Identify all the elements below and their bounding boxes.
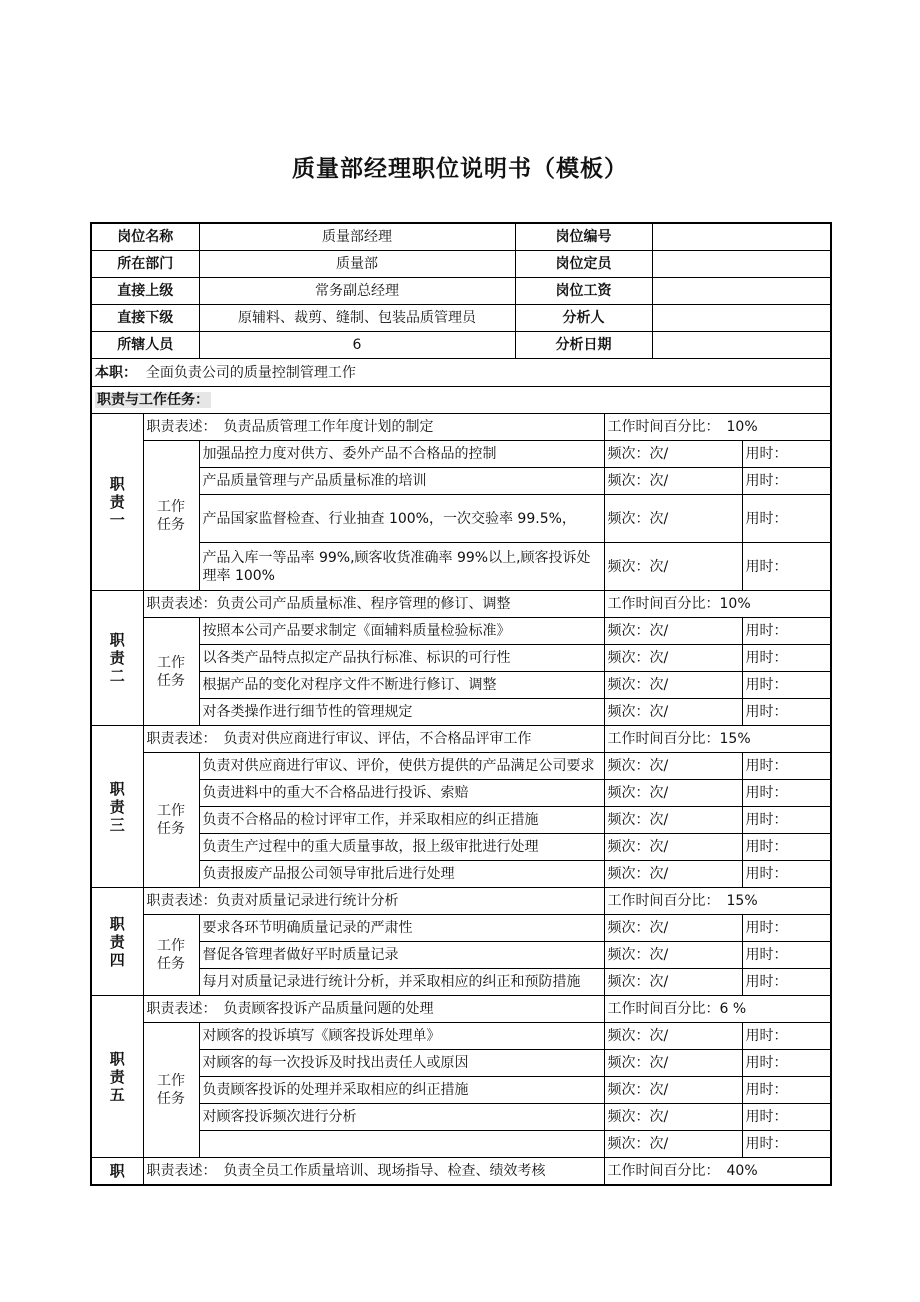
task-text: 产品质量管理与产品质量标准的培训	[199, 468, 604, 495]
responsibility-name-char: 职	[109, 631, 125, 649]
info-value	[652, 332, 831, 359]
responsibility-desc-row	[91, 996, 831, 1023]
duty-cell	[91, 359, 831, 387]
responsibility-desc-row	[91, 1158, 831, 1185]
responsibility-desc: 职责表述： 负责全员工作质量培训、现场指导、检查、绩效考核	[143, 1158, 604, 1185]
task-label-line: 任务	[157, 672, 185, 689]
info-row	[91, 223, 831, 251]
time-used-cell: 用时：	[742, 645, 831, 672]
work-time-percent: 工作时间百分比： 10%	[604, 414, 831, 441]
time-used-cell: 用时：	[742, 861, 831, 888]
task-row	[91, 915, 831, 942]
task-text: 负责报废产品报公司领导审批后进行处理	[199, 861, 604, 888]
task-text: 对各类操作进行细节性的管理规定	[199, 699, 604, 726]
task-row	[91, 807, 831, 834]
responsibility-name-char: 职	[109, 779, 125, 798]
task-text: 负责生产过程中的重大质量事故，报上级审批进行处理	[199, 834, 604, 861]
section-label: 职责与工作任务：	[97, 392, 209, 408]
frequency-cell: 频次：次/	[604, 1131, 742, 1158]
info-label: 岗位名称	[91, 223, 199, 251]
task-text: 负责进料中的重大不合格品进行投诉、索赔	[199, 780, 604, 807]
task-text: 对顾客的投诉填写《顾客投诉处理单》	[199, 1023, 604, 1050]
responsibility-name-char: 一	[109, 511, 125, 529]
responsibility-name-char: 职	[109, 914, 125, 933]
time-used-cell: 用时：	[742, 915, 831, 942]
time-used-cell: 用时：	[742, 699, 831, 726]
info-row	[91, 251, 831, 278]
info-value: 常务副总经理	[199, 278, 515, 305]
frequency-cell: 频次：次/	[604, 807, 742, 834]
task-row	[91, 834, 831, 861]
frequency-cell: 频次：次/	[604, 618, 742, 645]
task-label-line: 任务	[157, 1091, 185, 1107]
task-row	[91, 618, 831, 645]
info-row	[91, 332, 831, 359]
time-used-cell: 用时：	[742, 495, 831, 543]
info-value	[652, 305, 831, 332]
info-label: 所辖人员	[91, 332, 199, 359]
time-used-cell: 用时：	[742, 1050, 831, 1077]
time-used-cell: 用时：	[742, 1131, 831, 1158]
task-label	[143, 753, 199, 888]
task-text: 对顾客投诉频次进行分析	[199, 1104, 604, 1131]
time-used-cell: 用时：	[742, 672, 831, 699]
responsibility-name-char: 责	[109, 797, 125, 816]
info-value	[652, 251, 831, 278]
responsibility-name	[91, 414, 143, 591]
responsibility-desc: 职责表述： 负责对供应商进行审议、评估，不合格品评审工作	[143, 726, 604, 753]
responsibility-name-char: 职	[109, 1161, 125, 1180]
time-used-cell: 用时：	[742, 780, 831, 807]
time-used-cell: 用时：	[742, 1023, 831, 1050]
frequency-cell: 频次：次/	[604, 468, 742, 495]
task-text: 以各类产品特点拟定产品执行标准、标识的可行性	[199, 645, 604, 672]
task-text: 对顾客的每一次投诉及时找出责任人或原因	[199, 1050, 604, 1077]
responsibility-desc-row	[91, 414, 831, 441]
task-text: 督促各管理者做好平时质量记录	[199, 942, 604, 969]
responsibility-name-char: 三	[109, 815, 125, 834]
task-row	[91, 942, 831, 969]
time-used-cell: 用时：	[742, 618, 831, 645]
task-row	[91, 753, 831, 780]
time-used-cell: 用时：	[742, 1104, 831, 1131]
frequency-cell: 频次：次/	[604, 645, 742, 672]
task-label	[143, 1023, 199, 1158]
task-label	[143, 618, 199, 726]
task-text: 加强品控力度对供方、委外产品不合格品的控制	[199, 441, 604, 468]
frequency-cell: 频次：次/	[604, 441, 742, 468]
frequency-cell: 频次：次/	[604, 543, 742, 591]
responsibility-desc: 职责表述： 负责顾客投诉产品质量问题的处理	[143, 996, 604, 1023]
info-value	[652, 223, 831, 251]
frequency-cell: 频次：次/	[604, 672, 742, 699]
task-label-line: 工作	[157, 498, 185, 515]
frequency-cell: 频次：次/	[604, 969, 742, 996]
info-value: 6	[199, 332, 515, 359]
info-label: 岗位定员	[515, 251, 652, 278]
job-description-table	[90, 222, 832, 1186]
task-row	[91, 1104, 831, 1131]
work-time-percent: 工作时间百分比：10%	[604, 591, 831, 618]
work-time-percent: 工作时间百分比： 15%	[604, 888, 831, 915]
info-label: 直接下级	[91, 305, 199, 332]
task-text: 负责对供应商进行审议、评价，使供方提供的产品满足公司要求	[199, 753, 604, 780]
frequency-cell: 频次：次/	[604, 753, 742, 780]
task-text: 产品国家监督检查、行业抽查 100%，一次交验率 99.5%，	[199, 495, 604, 543]
duty-label: 本职：	[95, 364, 137, 381]
responsibility-name	[91, 888, 143, 996]
task-label-line: 工作	[157, 1073, 185, 1089]
info-label: 直接上级	[91, 278, 199, 305]
responsibility-name-char: 责	[109, 1067, 125, 1086]
page-title: 质量部经理职位说明书（模板）	[292, 156, 628, 182]
task-label	[143, 441, 199, 591]
time-used-cell: 用时：	[742, 1077, 831, 1104]
frequency-cell: 频次：次/	[604, 942, 742, 969]
section-row	[91, 387, 831, 414]
task-row	[91, 672, 831, 699]
responsibility-name-char: 四	[109, 950, 125, 969]
responsibility-name	[91, 1158, 143, 1185]
task-row	[91, 780, 831, 807]
task-text: 根据产品的变化对程序文件不断进行修订、调整	[199, 672, 604, 699]
responsibility-name-char: 责	[109, 932, 125, 951]
info-label: 分析日期	[515, 332, 652, 359]
responsibility-name-char: 职	[109, 1049, 125, 1068]
task-label-line: 工作	[157, 803, 185, 819]
frequency-cell: 频次：次/	[604, 699, 742, 726]
frequency-cell: 频次：次/	[604, 495, 742, 543]
task-text: 每月对质量记录进行统计分析，并采取相应的纠正和预防措施	[199, 969, 604, 996]
info-row	[91, 305, 831, 332]
info-value	[652, 278, 831, 305]
duty-text: 全面负责公司的质量控制管理工作	[145, 364, 356, 381]
task-label-line: 任务	[157, 821, 185, 837]
task-text: 按照本公司产品要求制定《面辅料质量检验标准》	[199, 618, 604, 645]
work-time-percent: 工作时间百分比：6 %	[604, 996, 831, 1023]
responsibility-desc-row	[91, 726, 831, 753]
task-label-line: 工作	[157, 654, 185, 671]
task-text	[199, 1131, 604, 1158]
task-row	[91, 1131, 831, 1158]
task-row	[91, 645, 831, 672]
task-row	[91, 468, 831, 495]
info-value: 质量部	[199, 251, 515, 278]
task-label-line: 工作	[157, 938, 185, 954]
info-label: 所在部门	[91, 251, 199, 278]
responsibility-desc-row	[91, 888, 831, 915]
task-label-line: 任务	[157, 956, 185, 972]
task-row	[91, 495, 831, 543]
info-label: 岗位编号	[515, 223, 652, 251]
info-label: 岗位工资	[515, 278, 652, 305]
responsibility-name	[91, 591, 143, 726]
section-label-cell	[91, 387, 831, 414]
work-time-percent: 工作时间百分比：15%	[604, 726, 831, 753]
work-time-percent: 工作时间百分比： 40%	[604, 1158, 831, 1185]
responsibility-name	[91, 726, 143, 888]
task-label	[143, 915, 199, 996]
time-used-cell: 用时：	[742, 441, 831, 468]
info-value: 质量部经理	[199, 223, 515, 251]
frequency-cell: 频次：次/	[604, 780, 742, 807]
time-used-cell: 用时：	[742, 807, 831, 834]
task-row	[91, 1023, 831, 1050]
responsibility-name-char: 责	[109, 493, 125, 511]
task-text: 要求各环节明确质量记录的严肃性	[199, 915, 604, 942]
task-text: 产品入库一等品率 99%,顾客收货准确率 99%以上,顾客投诉处理率 100%	[199, 543, 604, 591]
task-row	[91, 1077, 831, 1104]
task-row	[91, 441, 831, 468]
time-used-cell: 用时：	[742, 834, 831, 861]
task-text: 负责不合格品的检讨评审工作，并采取相应的纠正措施	[199, 807, 604, 834]
frequency-cell: 频次：次/	[604, 1077, 742, 1104]
frequency-cell: 频次：次/	[604, 1050, 742, 1077]
info-value: 原辅料、裁剪、缝制、包装品质管理员	[199, 305, 515, 332]
time-used-cell: 用时：	[742, 468, 831, 495]
task-label-line: 任务	[157, 516, 185, 533]
responsibility-desc: 职责表述：负责公司产品质量标准、程序管理的修订、调整	[143, 591, 604, 618]
frequency-cell: 频次：次/	[604, 834, 742, 861]
task-row	[91, 861, 831, 888]
info-label: 分析人	[515, 305, 652, 332]
time-used-cell: 用时：	[742, 942, 831, 969]
time-used-cell: 用时：	[742, 969, 831, 996]
task-row	[91, 699, 831, 726]
responsibility-name	[91, 996, 143, 1158]
frequency-cell: 频次：次/	[604, 1023, 742, 1050]
frequency-cell: 频次：次/	[604, 1104, 742, 1131]
task-row	[91, 969, 831, 996]
responsibility-name-char: 五	[109, 1085, 125, 1104]
responsibility-name-char: 职	[109, 475, 125, 493]
task-row	[91, 1050, 831, 1077]
frequency-cell: 频次：次/	[604, 915, 742, 942]
frequency-cell: 频次：次/	[604, 861, 742, 888]
responsibility-desc: 职责表述： 负责品质管理工作年度计划的制定	[143, 414, 604, 441]
responsibility-desc-row	[91, 591, 831, 618]
time-used-cell: 用时：	[742, 753, 831, 780]
time-used-cell: 用时：	[742, 543, 831, 591]
task-row	[91, 543, 831, 591]
info-row	[91, 278, 831, 305]
task-text: 负责顾客投诉的处理并采取相应的纠正措施	[199, 1077, 604, 1104]
responsibility-name-char: 责	[109, 649, 125, 667]
responsibility-name-char: 二	[109, 667, 125, 685]
responsibility-desc: 职责表述：负责对质量记录进行统计分析	[143, 888, 604, 915]
duty-row	[91, 359, 831, 387]
